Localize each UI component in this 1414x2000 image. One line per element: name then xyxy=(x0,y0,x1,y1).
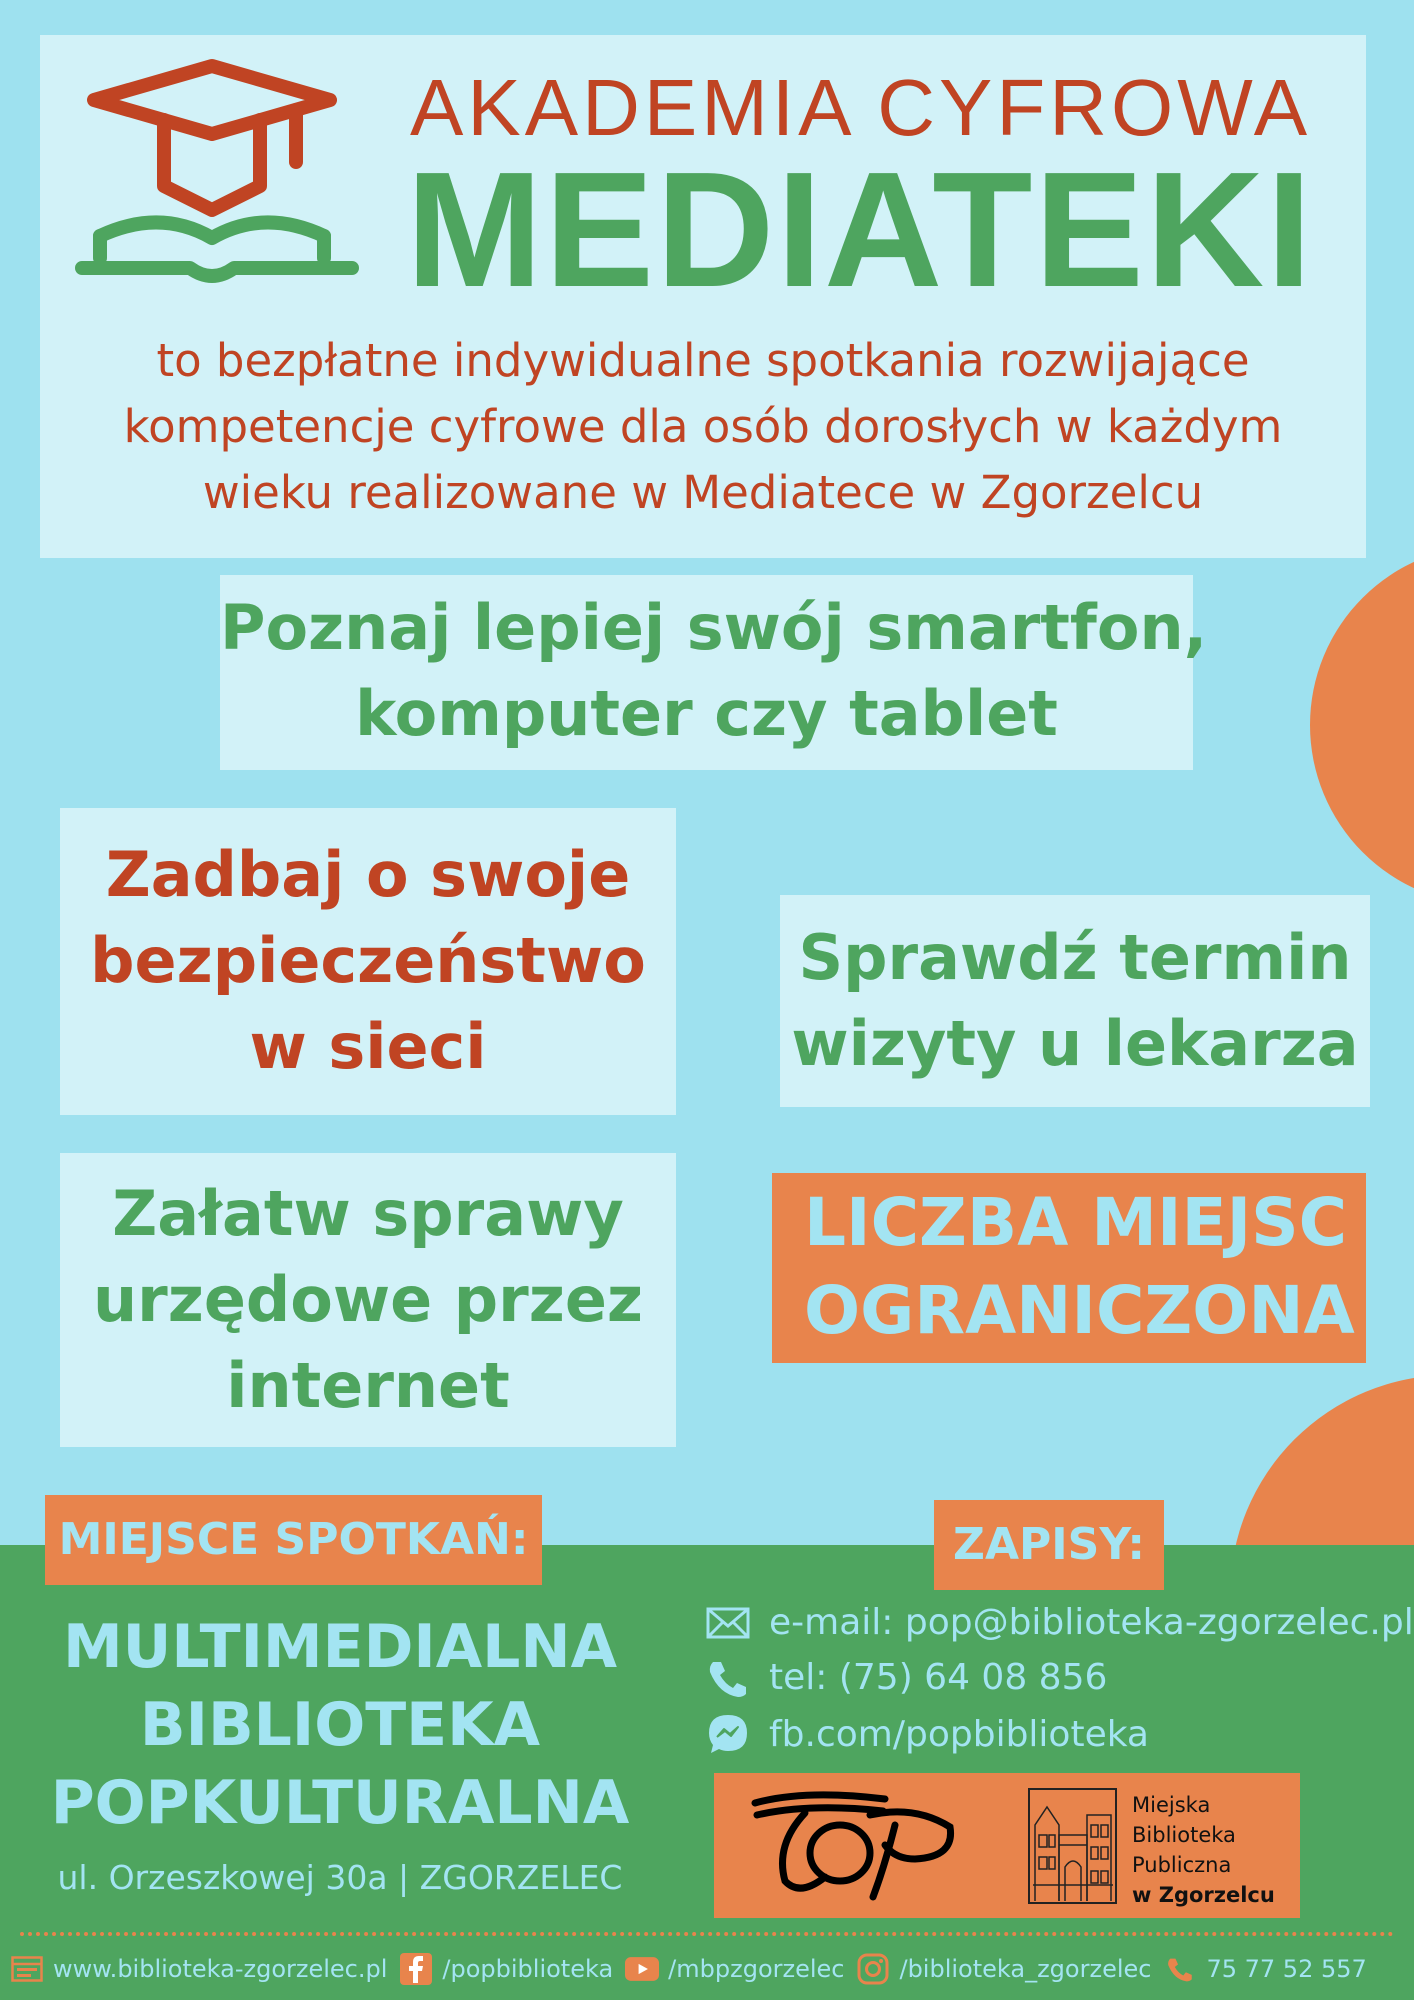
browser-icon xyxy=(10,1952,44,1986)
facebook-icon xyxy=(399,1952,433,1986)
limit-line: OGRANICZONA xyxy=(804,1272,1355,1349)
library-name-line: w Zgorzelcu xyxy=(1132,1883,1275,1907)
contact-phone[interactable] xyxy=(705,1657,1107,1698)
phone-text: 75 77 52 557 xyxy=(1206,1955,1367,1983)
feature-line: internet xyxy=(226,1349,510,1422)
signup-label: ZAPISY: xyxy=(934,1500,1164,1590)
intro-line: wieku realizowane w Mediatece w Zgorzelcu xyxy=(202,466,1204,519)
instagram-text: /biblioteka_zgorzelec xyxy=(899,1955,1152,1983)
youtube-link[interactable] xyxy=(625,1952,844,1986)
feature-line: Zadbaj o swoje xyxy=(105,838,631,911)
venue-line: MULTIMEDIALNA xyxy=(62,1612,618,1682)
feature-line: bezpieczeństwo xyxy=(90,924,646,997)
instagram-link[interactable] xyxy=(856,1952,1151,1986)
decorative-circle xyxy=(1310,545,1414,905)
feature-line: Sprawdź termin xyxy=(798,921,1352,994)
phone-icon xyxy=(705,1658,751,1698)
intro-line: kompetencje cyfrowe dla osób dorosłych w każdym xyxy=(123,400,1283,453)
phone-text: tel: (75) 64 08 856 xyxy=(769,1657,1108,1698)
graduation-cap-book-icon xyxy=(72,58,362,294)
venue-line: BIBLIOTEKA xyxy=(139,1690,541,1760)
feature-box-office xyxy=(60,1153,676,1447)
facebook-text: fb.com/popbiblioteka xyxy=(769,1713,1149,1755)
phone-link[interactable] xyxy=(1163,1952,1366,1986)
library-name-line: Publiczna xyxy=(1132,1853,1232,1877)
title-small: AKADEMIA CYFROWA xyxy=(410,63,1312,152)
contact-facebook[interactable] xyxy=(705,1712,1149,1756)
contact-email[interactable] xyxy=(705,1602,1414,1643)
venue-line: POPKULTURALNA xyxy=(50,1768,630,1838)
website-link[interactable] xyxy=(10,1952,387,1986)
limit-line: LICZBA MIEJSC xyxy=(804,1184,1348,1261)
venue-address: ul. Orzeszkowej 30a | ZGORZELEC xyxy=(57,1858,623,1897)
library-name xyxy=(1132,1790,1275,1910)
website-text: www.biblioteka-zgorzelec.pl xyxy=(53,1955,388,1983)
email-text: e-mail: pop@biblioteka-zgorzelec.pl xyxy=(769,1602,1414,1643)
footer-divider xyxy=(20,1932,1394,1936)
venue-name xyxy=(30,1608,650,1842)
facebook-link[interactable] xyxy=(399,1952,613,1986)
feature-box-device xyxy=(220,575,1208,770)
feature-line: Poznaj lepiej swój smartfon, xyxy=(220,591,1208,664)
phone-icon xyxy=(1163,1952,1197,1986)
feature-line: Załatw sprawy xyxy=(112,1177,624,1250)
intro-text xyxy=(60,328,1346,526)
intro-line: to bezpłatne indywidualne spotkania rozwijające xyxy=(156,334,1250,387)
envelope-icon xyxy=(705,1606,751,1640)
title-main: MEDIATEKI xyxy=(406,138,1314,321)
facebook-text: /popbiblioteka xyxy=(442,1955,614,1983)
instagram-icon xyxy=(856,1952,890,1986)
limited-seats-box xyxy=(772,1173,1366,1363)
feature-line: wizyty u lekarza xyxy=(791,1007,1359,1080)
messenger-icon xyxy=(705,1712,751,1756)
feature-line: komputer czy tablet xyxy=(355,677,1058,750)
feature-line: urzędowe przez xyxy=(93,1263,643,1336)
meeting-place-label: MIEJSCE SPOTKAŃ: xyxy=(45,1495,542,1585)
youtube-text: /mbpzgorzelec xyxy=(668,1955,845,1983)
feature-box-doctor xyxy=(780,895,1370,1107)
footer-links xyxy=(10,1945,1404,1993)
library-name-line: Biblioteka xyxy=(1132,1823,1236,1847)
feature-line: w sieci xyxy=(249,1010,487,1083)
library-building-drawing xyxy=(1025,1785,1120,1907)
pop-logo xyxy=(745,1785,965,1905)
library-name-line: Miejska xyxy=(1132,1793,1211,1817)
youtube-icon xyxy=(625,1952,659,1986)
feature-box-security xyxy=(60,808,676,1115)
